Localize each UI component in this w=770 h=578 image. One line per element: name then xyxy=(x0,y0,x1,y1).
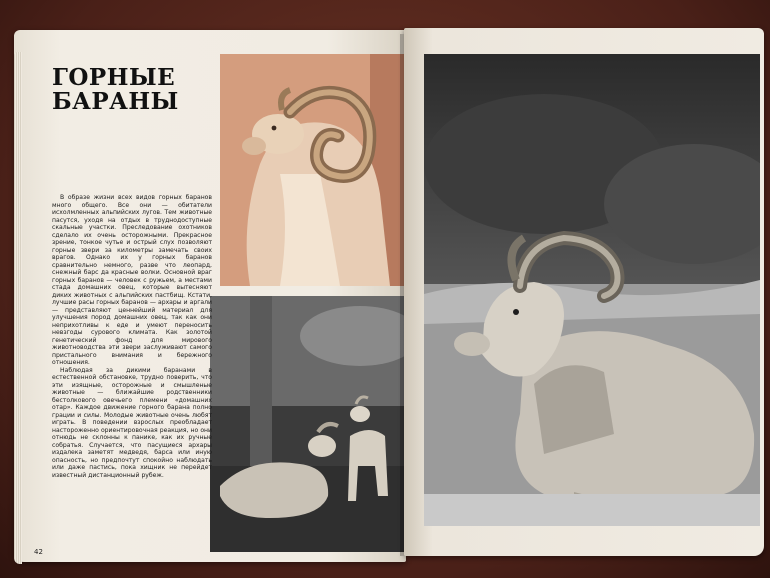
paragraph-1: В образе жизни всех видов горных баранов много общего. Все они — обитатели исхолмленных альпийских лугов. Тем животные пасутся, уходя на отдых в труднодоступные скальные участки. Преследование охотников сделало их очень осторожными. Прекрасное зрение, тонкое чутье и острый слух позволяют горные звери за километры замечать своих врагов. Однако их у горных баранов сравнительно немного, разве что леопард, снежный барс да красные волки. Основной враг горных баранов — человек с ружьем, а местами стада домашних овец, которые вытесняют диких животных с альпийских пастбищ. Кстати, лучшие расы горных баранов — архары и аргали — представляют ценнейший материал для улучшения пород домашних овец, так как они неприхотливы к еде и умеют переносить невзгоды сурового климата. Как золотой генетический фонд для мирового животноводства эти звери заслуживают самого пристального внимания и бережного отношения. xyxy=(52,194,212,366)
page-edges xyxy=(14,52,22,564)
sheep-pair-illustration xyxy=(210,296,408,552)
page-number: 42 xyxy=(34,548,43,556)
article-body xyxy=(52,194,212,479)
two-sheep-photo xyxy=(210,296,408,552)
ram-portrait-photo xyxy=(220,54,408,286)
article-title xyxy=(52,66,212,114)
title-line-2: БАРАНЫ xyxy=(52,88,179,115)
ram-illustration xyxy=(220,54,408,286)
resting-ram-illustration xyxy=(424,54,760,526)
left-page xyxy=(14,30,406,562)
resting-ram-photo xyxy=(424,54,760,526)
title-line-1: ГОРНЫЕ xyxy=(52,64,176,91)
right-page xyxy=(404,28,764,556)
paragraph-2: Наблюдая за дикими баранами в естественной обстановке, трудно поверить, что эти изящные, осторожные и смышленые животные — ближайшие родственники бестолкового овечьего племени «домашних отар». Каждое движение горного барана полно грации и силы. Молодые животные очень любят играть. В поведении взрослых преобладает настороженно ориентировочная реакция, но они отнюдь не склонны к панике, как их ручные собратья. Случается, что пасущиеся архары издалека заметят медведя, барса или иную опасность, но предпочтут спокойно наблюдать или даже пастись, пока хищник не перейдет известный дистанционный рубеж. xyxy=(52,366,212,479)
open-book xyxy=(8,20,768,568)
